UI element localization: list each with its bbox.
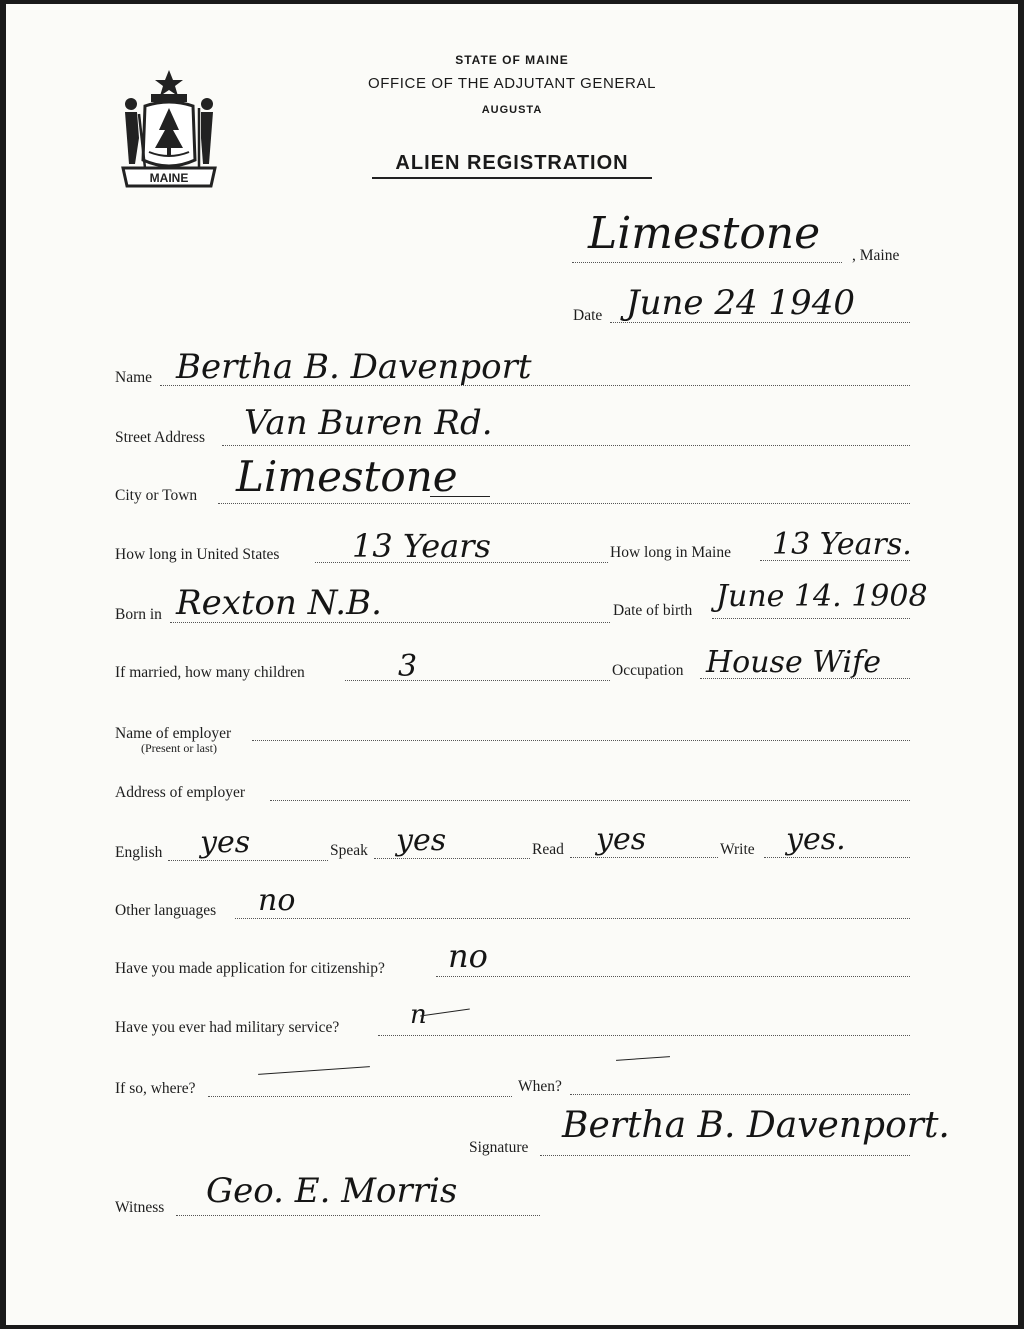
employer-field[interactable] bbox=[252, 740, 910, 741]
speak-value[interactable]: yes bbox=[396, 823, 447, 858]
when-label: When? bbox=[518, 1078, 562, 1095]
date-of-birth-value[interactable]: June 14. 1908 bbox=[716, 579, 928, 614]
english-value[interactable]: yes bbox=[200, 825, 251, 860]
how-long-us-label: How long in United States bbox=[115, 546, 280, 563]
military-value[interactable]: n bbox=[410, 1000, 427, 1030]
signature-label: Signature bbox=[469, 1139, 529, 1156]
when-field[interactable] bbox=[570, 1094, 910, 1095]
date-of-birth-label: Date of birth bbox=[613, 602, 693, 619]
how-long-us-value[interactable]: 13 Years bbox=[352, 527, 491, 565]
employer-address-field[interactable] bbox=[270, 800, 910, 801]
office-name: OFFICE OF THE ADJUTANT GENERAL bbox=[367, 75, 657, 92]
speak-label: Speak bbox=[330, 842, 368, 859]
date-value[interactable]: June 24 1940 bbox=[626, 283, 855, 323]
other-languages-value[interactable]: no bbox=[258, 883, 296, 918]
street-value[interactable]: Van Buren Rd. bbox=[244, 403, 493, 443]
state-name: STATE OF MAINE bbox=[455, 53, 569, 67]
military-label: Have you ever had military service? bbox=[115, 1019, 340, 1036]
citizenship-label: Have you made application for citizenship? bbox=[115, 960, 385, 977]
read-value[interactable]: yes bbox=[596, 822, 647, 857]
occupation-label: Occupation bbox=[612, 662, 684, 679]
occupation-value[interactable]: House Wife bbox=[706, 645, 881, 680]
born-in-value[interactable]: Rexton N.B. bbox=[176, 583, 382, 623]
city-label: City or Town bbox=[115, 487, 198, 504]
children-value[interactable]: 3 bbox=[398, 649, 418, 684]
place-suffix: , Maine bbox=[852, 247, 900, 264]
read-label: Read bbox=[532, 841, 564, 858]
other-languages-label: Other languages bbox=[115, 902, 217, 919]
page-title: ALIEN REGISTRATION bbox=[395, 152, 629, 174]
date-label: Date bbox=[573, 307, 603, 324]
witness-label: Witness bbox=[115, 1199, 165, 1216]
name-value[interactable]: Bertha B. Davenport bbox=[176, 347, 532, 387]
born-in-label: Born in bbox=[115, 606, 162, 623]
how-long-maine-value[interactable]: 13 Years. bbox=[772, 527, 912, 562]
employer-sublabel: (Present or last) bbox=[141, 741, 217, 755]
office-city: AUGUSTA bbox=[481, 104, 543, 116]
write-label: Write bbox=[720, 841, 755, 858]
street-label: Street Address bbox=[115, 429, 205, 446]
how-long-maine-label: How long in Maine bbox=[610, 544, 731, 561]
name-label: Name bbox=[115, 369, 153, 386]
where-field[interactable] bbox=[208, 1096, 512, 1097]
city-value[interactable]: Limestone bbox=[236, 452, 458, 501]
place-value[interactable]: Limestone bbox=[588, 208, 821, 259]
witness-value[interactable]: Geo. E. Morris bbox=[206, 1171, 458, 1211]
english-label: English bbox=[115, 844, 163, 861]
employer-address-label: Address of employer bbox=[115, 784, 245, 801]
citizenship-value[interactable]: no bbox=[448, 937, 488, 975]
svg-text:MAINE: MAINE bbox=[149, 171, 189, 185]
employer-label: Name of employer bbox=[115, 725, 232, 742]
signature-value[interactable]: Bertha B. Davenport. bbox=[562, 1105, 950, 1146]
children-label: If married, how many children bbox=[115, 664, 305, 681]
write-value[interactable]: yes. bbox=[786, 822, 846, 857]
where-label: If so, where? bbox=[115, 1080, 196, 1097]
